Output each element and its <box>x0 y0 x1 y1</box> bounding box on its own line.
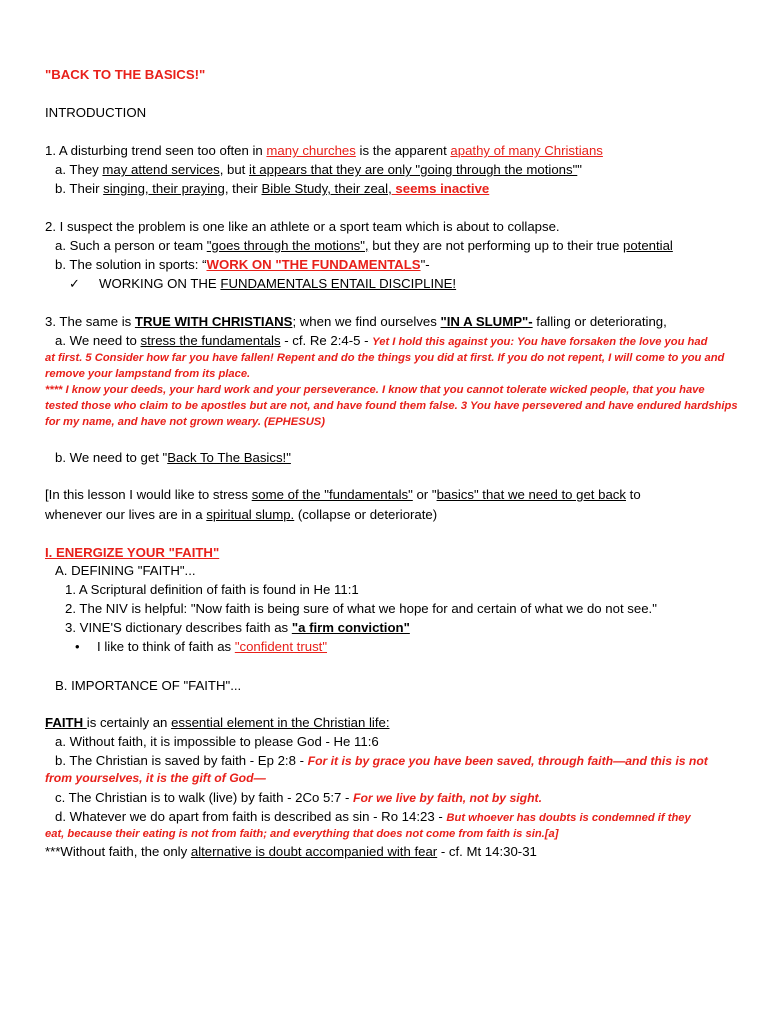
point-2b <box>55 256 430 275</box>
text: , their <box>224 181 262 196</box>
point-2a <box>55 237 673 256</box>
text: "- <box>420 257 430 272</box>
text: "goes through the motions", <box>206 238 369 253</box>
text: b. We need to get " <box>55 450 168 465</box>
point-3a <box>55 332 707 351</box>
checkmark-icon: ✓ <box>69 276 80 291</box>
text: I like to think of faith as <box>97 639 235 654</box>
text: 3. The same is <box>45 314 135 329</box>
scripture-quote: **** I know your deeds, your hard work and your perseverance. I know that you cannot tolerate wicked people, that you have <box>45 384 705 396</box>
scripture-quote: For we live by faith, not by sight. <box>353 791 542 805</box>
scripture-quote: eat, because their eating is not from faith; and everything that does not come from faith is sin.[a] <box>45 828 559 840</box>
section-heading: I. ENERGIZE YOUR "FAITH" <box>45 545 220 560</box>
scripture-quote: tested those who claim to be apostles but are not, and have found them false. 3 You have persevered and have endured hardships <box>45 400 738 412</box>
point-2: 2. I suspect the problem is one like an athlete or a sport team which is about to collapse. <box>45 219 560 234</box>
point-1b <box>55 180 489 199</box>
text: stress the fundamentals <box>140 333 281 348</box>
text: b. The Christian is saved by faith - Ep 2:8 - <box>55 753 308 768</box>
text: , but <box>219 162 250 177</box>
scripture-quote: from yourselves, it is the gift of God— <box>45 771 266 785</box>
scripture-quote: for my name, and have not grown weary. (EPHESUS) <box>45 416 325 428</box>
text: basics" that we need to get back <box>436 487 626 502</box>
text: essential element in the Christian life: <box>171 715 390 730</box>
text: potential <box>622 238 673 253</box>
text: alternative is doubt accompanied with fear <box>190 844 438 859</box>
text: WORKING ON THE <box>99 276 221 291</box>
text: it appears that they are only "going through the motions" <box>249 162 578 177</box>
scripture-quote: But whoever has doubts is condemned if they <box>446 812 691 824</box>
text: (collapse or deteriorate) <box>294 507 438 522</box>
text: "a firm conviction" <box>291 620 410 635</box>
subpoint-3 <box>65 619 410 638</box>
text: to <box>626 487 641 502</box>
faith-point-b <box>55 752 708 771</box>
text: falling or deteriorating, <box>532 314 667 329</box>
text: - cf. Mt 14:30-31 <box>437 844 537 859</box>
point-1 <box>45 142 603 161</box>
text: c. The Christian is to walk (live) by faith - 2Co 5:7 - <box>55 790 354 805</box>
text: is certainly an <box>86 715 172 730</box>
faith-point-a: a. Without faith, it is impossible to please God - He 11:6 <box>55 734 379 749</box>
point-3b <box>55 449 291 468</box>
text: whenever our lives are in a <box>45 507 207 522</box>
faith-point-c <box>55 789 542 808</box>
text: is the apparent <box>355 143 451 158</box>
text: or " <box>412 487 437 502</box>
text: d. Whatever we do apart from faith is described as sin - Ro 14:23 - <box>55 809 447 824</box>
text: WORK ON "THE FUNDAMENTALS <box>206 257 421 272</box>
text: ; when we find ourselves <box>292 314 441 329</box>
lesson-intro <box>45 486 641 505</box>
text: "IN A SLUMP"- <box>440 314 533 329</box>
bullet-point <box>75 638 327 657</box>
text: seems inactive <box>391 181 490 196</box>
point-2c <box>69 275 456 294</box>
text: apathy of many Christians <box>450 143 603 158</box>
text: FAITH <box>45 715 87 730</box>
faith-point-d <box>55 808 691 827</box>
text: some of the "fundamentals" <box>251 487 413 502</box>
text: a. Such a person or team <box>55 238 207 253</box>
text: but they are not performing up to their true <box>368 238 623 253</box>
text: singing, their praying <box>103 181 225 196</box>
text: TRUE WITH CHRISTIANS <box>134 314 293 329</box>
text: may attend services <box>102 162 220 177</box>
text: FUNDAMENTALS ENTAIL DISCIPLINE! <box>220 276 457 291</box>
text: a. They <box>55 162 103 177</box>
text: Back To The Basics!" <box>167 450 291 465</box>
scripture-quote: at first. 5 Consider how far you have fallen! Repent and do the things you did at first. If you do not repent, I will come to you and <box>45 352 725 364</box>
text: - cf. Re 2:4-5 - <box>280 333 373 348</box>
text: 3. VINE'S dictionary describes faith as <box>65 620 292 635</box>
scripture-quote: Yet I hold this against you: You have forsaken the love you had <box>372 336 708 348</box>
text: 1. A disturbing trend seen too often in <box>45 143 267 158</box>
text: "confident trust" <box>234 639 328 654</box>
text: ***Without faith, the only <box>45 844 191 859</box>
lesson-intro-line-2 <box>45 506 437 525</box>
introduction-heading: INTRODUCTION <box>45 105 147 120</box>
subpoint-2: 2. The NIV is helpful: "Now faith is being sure of what we hope for and certain of what we do not see." <box>65 601 657 616</box>
text: many churches <box>266 143 356 158</box>
point-1a <box>55 161 582 180</box>
text: spiritual slump. <box>206 507 295 522</box>
text: b. Their <box>55 181 104 196</box>
text: " <box>577 162 582 177</box>
faith-conclusion <box>45 843 537 862</box>
document-title: "BACK TO THE BASICS!" <box>45 67 206 82</box>
text: b. The solution in sports: “ <box>55 257 207 272</box>
text: Bible Study, their zeal, <box>261 181 392 196</box>
bullet-icon: • <box>75 639 80 654</box>
scripture-quote: remove your lampstand from its place. <box>45 368 251 380</box>
subpoint-1: 1. A Scriptural definition of faith is found in He 11:1 <box>65 582 359 597</box>
point-3 <box>45 313 667 332</box>
faith-statement <box>45 714 390 733</box>
text: [In this lesson I would like to stress <box>45 487 252 502</box>
text: a. We need to <box>55 333 141 348</box>
subsection-b: B. IMPORTANCE OF "FAITH"... <box>55 678 242 693</box>
subsection-a: A. DEFINING "FAITH"... <box>55 563 196 578</box>
scripture-quote: For it is by grace you have been saved, through faith—and this is not <box>307 754 708 768</box>
